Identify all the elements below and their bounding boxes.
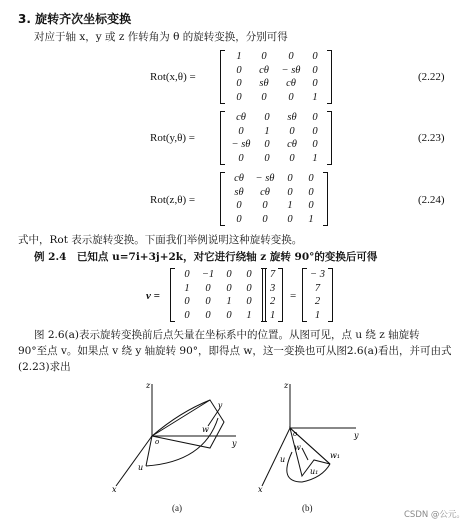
figure-b-caption: (b) bbox=[302, 503, 313, 513]
para2-line3: (2.23)求出 bbox=[18, 361, 71, 373]
eq1-cell: 0 bbox=[288, 51, 294, 62]
eq4-cell: −1 bbox=[201, 269, 215, 280]
vector-cell: 2 bbox=[314, 296, 321, 307]
vector-cell: 1 bbox=[314, 309, 321, 321]
eq2-cell: − sθ bbox=[231, 139, 251, 150]
eq3-cell: − sθ bbox=[255, 173, 275, 184]
eq4-cell: 1 bbox=[246, 309, 252, 321]
eq1-cell: 0 bbox=[236, 78, 242, 89]
eq4-cell: 1 bbox=[184, 282, 190, 294]
eq1-cell: 1 bbox=[236, 51, 242, 62]
eq4-label: v = bbox=[146, 290, 160, 302]
eq1-cell: 0 bbox=[236, 64, 242, 76]
eq1-cell: − sθ bbox=[281, 64, 301, 76]
eq3-cell: 0 bbox=[308, 186, 314, 198]
eq4-cell: 0 bbox=[184, 309, 190, 321]
fig-b-z-label: z bbox=[284, 381, 289, 390]
eq2-cell: cθ bbox=[287, 139, 297, 150]
eq3-cell: 0 bbox=[262, 213, 268, 225]
eq4-cell: 0 bbox=[184, 269, 190, 280]
eq3-cell: 0 bbox=[262, 200, 268, 211]
fig-b-o-label: o bbox=[293, 430, 298, 438]
eq3-cell: 1 bbox=[308, 213, 314, 225]
eq2-cell: sθ bbox=[287, 112, 297, 123]
eq4-cell: 0 bbox=[205, 309, 211, 321]
fig-a-v-label: v bbox=[218, 401, 223, 410]
eq3-cell: 0 bbox=[287, 213, 293, 225]
eq3-number: (2.24) bbox=[418, 194, 445, 206]
eq3-cell: 0 bbox=[308, 173, 314, 184]
after-equation-text: 式中，Rot 表示旋转变换。下面我们举例说明这种旋转变换。 bbox=[18, 234, 303, 246]
figure-a-caption: (a) bbox=[172, 503, 182, 513]
eq4-cell: 0 bbox=[205, 282, 211, 294]
vector-cell: 2 bbox=[270, 296, 276, 307]
eq4-cell: 0 bbox=[226, 309, 232, 321]
example-text: 例 2.4 已知点 u=7i+3j+2k，对它进行绕轴 z 旋转 90°的变换后可得 bbox=[34, 251, 378, 263]
eq1-number: (2.22) bbox=[418, 71, 445, 83]
section-heading: 3. 旋转齐次坐标变换 bbox=[18, 12, 132, 26]
fig-a-w-vector bbox=[208, 408, 220, 426]
eq3-cell: 0 bbox=[236, 213, 242, 225]
eq4-cell: 0 bbox=[205, 296, 211, 307]
eq1-cell: 0 bbox=[261, 91, 267, 103]
eq1-label: Rot(x,θ) = bbox=[150, 71, 196, 83]
eq2-cell: 0 bbox=[264, 112, 270, 123]
figure-b-diagram bbox=[256, 378, 376, 496]
eq2-cell: 0 bbox=[312, 139, 318, 150]
eq2-cell: 0 bbox=[264, 139, 270, 150]
eq4-cell: 0 bbox=[246, 269, 252, 280]
vector-cell: 3 bbox=[270, 282, 276, 294]
vector-cell: 7 bbox=[314, 282, 321, 294]
fig-a-z-label: z bbox=[146, 381, 151, 390]
eq1-cell: 0 bbox=[312, 51, 318, 62]
eq4-cell: 0 bbox=[246, 296, 252, 307]
vector-cell: − 3 bbox=[310, 269, 325, 280]
eq1-cell: 0 bbox=[236, 91, 242, 103]
eq1-cell: 0 bbox=[288, 91, 294, 103]
eq3-cell: 1 bbox=[287, 200, 293, 211]
eq2-cell: 0 bbox=[312, 112, 318, 123]
eq4-cell: 1 bbox=[226, 296, 232, 307]
eq4-vector-out bbox=[302, 268, 333, 322]
eq3-label: Rot(z,θ) = bbox=[150, 194, 196, 206]
eq2-cell: 0 bbox=[289, 125, 295, 137]
fig-a-u-label: u bbox=[138, 463, 144, 472]
eq4-cell: 0 bbox=[184, 296, 190, 307]
eq1-cell: cθ bbox=[259, 64, 269, 76]
intro-text: 对应于轴 x，y 或 z 作转角为 θ 的旋转变换，分别可得 bbox=[34, 31, 288, 43]
eq2-cell: 0 bbox=[289, 152, 295, 164]
fig-a-x-label: x bbox=[112, 485, 117, 494]
fig-b-u1-vector bbox=[302, 448, 308, 460]
eq1-cell: 0 bbox=[312, 78, 318, 89]
eq3-cell: sθ bbox=[234, 186, 244, 198]
vector-cell: 7 bbox=[270, 269, 276, 280]
fig-b-x-label: x bbox=[258, 485, 263, 494]
fig-a-w-label: w bbox=[202, 425, 209, 434]
eq3-cell: 0 bbox=[236, 200, 242, 211]
eq4-vector-in bbox=[262, 268, 283, 322]
eq3-cell: 0 bbox=[287, 186, 293, 198]
eq4-matrix bbox=[170, 268, 266, 322]
eq2-number: (2.23) bbox=[418, 132, 445, 144]
vector-cell: 1 bbox=[270, 309, 276, 321]
eq2-cell: 1 bbox=[312, 152, 318, 164]
eq2-cell: 1 bbox=[264, 125, 270, 137]
watermark: CSDN @公元。 bbox=[404, 510, 465, 520]
eq2-cell: 0 bbox=[238, 152, 244, 164]
eq3-cell: cθ bbox=[260, 186, 270, 198]
eq3-cell: 0 bbox=[308, 200, 314, 211]
para2-line2: 90°至点 v。如果点 v 绕 y 轴旋转 90°，即得点 w，这一变换也可从图2.6(a)看出，并可由式 bbox=[18, 345, 452, 357]
eq1-cell: 0 bbox=[312, 64, 318, 76]
eq2-matrix bbox=[220, 111, 332, 165]
fig-b-x-axis bbox=[262, 428, 290, 486]
fig-a-y-label: y bbox=[232, 439, 237, 448]
eq3-matrix bbox=[220, 172, 328, 226]
figure-a-diagram bbox=[108, 378, 248, 496]
eq4-equals: = bbox=[290, 290, 297, 302]
fig-a-o-label: o bbox=[155, 438, 160, 446]
fig-b-u1-label: u₁ bbox=[310, 467, 319, 476]
eq1-cell: sθ bbox=[259, 78, 269, 89]
eq1-matrix bbox=[220, 50, 332, 104]
para2-line1: 图 2.6(a)表示旋转变换前后点矢量在坐标系中的位置。从图可见，点 u 绕 z 轴旋转 bbox=[34, 329, 420, 341]
eq1-cell: cθ bbox=[286, 78, 296, 89]
eq2-label: Rot(y,θ) = bbox=[150, 132, 195, 144]
eq1-cell: 1 bbox=[312, 91, 318, 103]
fig-b-w1-label: w₁ bbox=[330, 451, 341, 460]
fig-b-w-label: w bbox=[294, 443, 301, 452]
fig-b-u-label: u bbox=[280, 455, 286, 464]
eq4-cell: 0 bbox=[226, 269, 232, 280]
eq2-cell: 0 bbox=[238, 125, 244, 137]
eq2-cell: cθ bbox=[236, 112, 246, 123]
eq4-cell: 0 bbox=[226, 282, 232, 294]
eq3-cell: cθ bbox=[234, 173, 244, 184]
fig-b-y-label: y bbox=[354, 431, 359, 440]
eq2-cell: 0 bbox=[312, 125, 318, 137]
eq4-cell: 0 bbox=[246, 282, 252, 294]
fig-a-v-plane bbox=[152, 400, 224, 448]
eq3-cell: 0 bbox=[287, 173, 293, 184]
eq2-cell: 0 bbox=[264, 152, 270, 164]
eq1-cell: 0 bbox=[261, 51, 267, 62]
